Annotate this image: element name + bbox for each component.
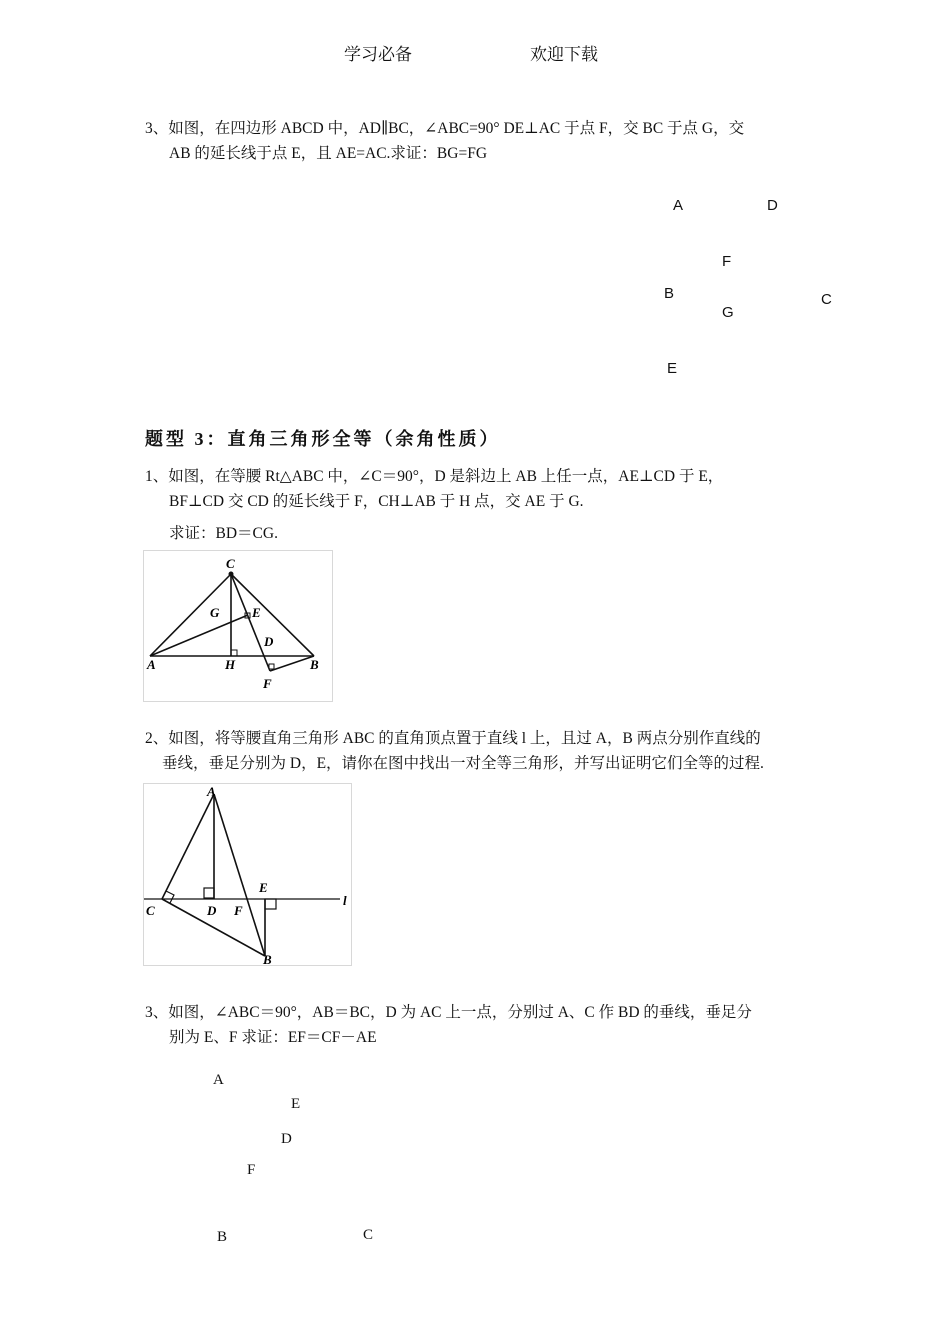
q3a-line2: AB 的延长线于点 E，且 AE=AC.求证：BG=FG (169, 145, 488, 162)
q2-fig-label-b: B (263, 952, 272, 965)
q1-line3: 求证：BD＝CG. (169, 525, 278, 542)
q2-fig-label-e: E (259, 880, 268, 895)
q1-fig-label-d: D (264, 634, 274, 649)
q1-figure-svg (144, 551, 332, 701)
q3a-label-g: G (722, 304, 734, 321)
q1-line2: BF⊥CD 交 CD 的延长线于 F，CH⊥AB 于 H 点，交 AE 于 G. (169, 493, 584, 510)
q3a-label-a: A (673, 197, 684, 214)
q3a-label-d: D (767, 197, 778, 214)
q3a-label-f: F (722, 253, 732, 270)
q2-fig-label-d: D (207, 903, 217, 918)
q1-point-c (229, 572, 234, 577)
q3b-label-d: D (281, 1131, 292, 1147)
q1-fig-label-b: B (310, 657, 319, 672)
q1-line1: 1、如图，在等腰 Rt△ABC 中，∠C＝90°，D 是斜边上 AB 上任一点，AE⊥CD 于 E， (145, 468, 724, 485)
q2-fig-label-f: F (234, 903, 243, 918)
q3b-label-f: F (247, 1162, 256, 1178)
q1-fig-label-h: H (225, 657, 236, 672)
q2-right-angle-d (204, 888, 214, 898)
q1-fig-label-a: A (147, 657, 156, 672)
q2-figure-svg (144, 784, 351, 965)
q1-fig-label-f: F (263, 676, 272, 691)
q2-fig-label-l: l (343, 893, 347, 908)
q1-right-angle-h (231, 650, 237, 656)
q3a-label-b: B (664, 285, 675, 302)
header-right: 欢迎下载 (530, 45, 598, 64)
q3a-label-c: C (821, 291, 832, 308)
q1-figure (143, 550, 333, 702)
q2-seg-ac (162, 794, 214, 899)
q3a-line1: 3、如图，在四边形 ABCD 中，AD∥BC，∠ABC=90° DE⊥AC 于点 F，交 BC 于点 G，交 (145, 120, 745, 137)
q2-fig-label-c: C (146, 903, 155, 918)
q3b-label-a: A (213, 1072, 224, 1088)
q2-right-angle-e (265, 899, 276, 909)
q3b-label-b: B (217, 1229, 228, 1245)
q3b-line2: 别为 E、F 求证：EF＝CF－AE (169, 1029, 377, 1046)
q2-figure (143, 783, 352, 966)
q3b-label-e: E (291, 1096, 301, 1112)
q2-fig-label-a: A (207, 784, 216, 799)
q2-line1: 2、如图，将等腰直角三角形 ABC 的直角顶点置于直线 l 上，且过 A，B 两点分别作直线的 (145, 730, 761, 747)
header-left: 学习必备 (344, 45, 412, 64)
q3b-label-c: C (363, 1227, 374, 1243)
q3b-line1: 3、如图，∠ABC＝90°，AB＝BC，D 为 AC 上一点，分别过 A、C 作 BD 的垂线，垂足分 (145, 1004, 752, 1021)
q1-fig-label-c: C (226, 556, 235, 571)
q1-fig-label-g: G (210, 605, 220, 620)
section-title: 题型 3：直角三角形全等（余角性质） (145, 429, 501, 449)
q3a-label-e: E (667, 360, 678, 377)
q1-fig-label-e: E (252, 605, 261, 620)
q1-seg-bf (270, 656, 314, 671)
q2-line2: 垂线，垂足分别为 D，E，请你在图中找出一对全等三角形，并写出证明它们全等的过程. (162, 755, 764, 772)
